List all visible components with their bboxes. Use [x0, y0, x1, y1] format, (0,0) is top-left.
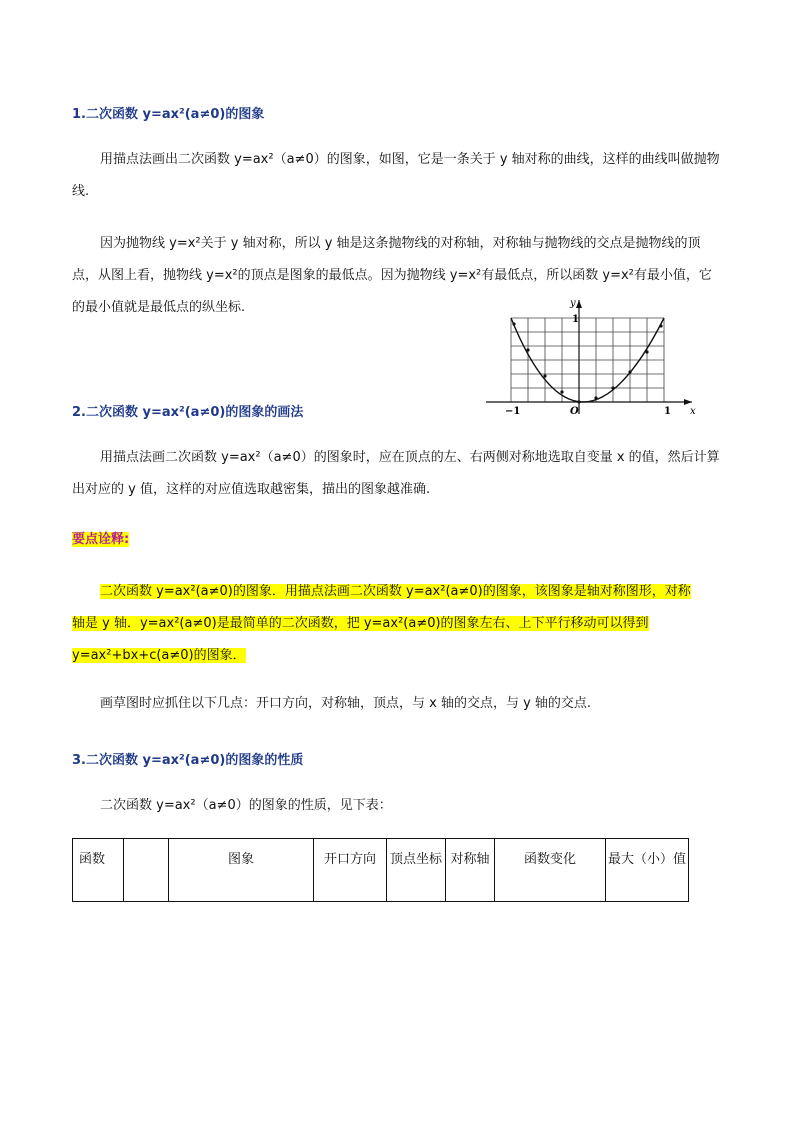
x-tick-label-pos: 1 [664, 406, 671, 417]
tips-line1-wrap [100, 576, 691, 608]
table-header-cell: 图象 [169, 839, 314, 902]
table-header-cell: 函数变化 [495, 839, 606, 902]
origin-label: O [570, 406, 579, 417]
table-header-cell: 顶点坐标 [387, 839, 446, 902]
tips-label-wrap [72, 524, 129, 556]
table-header-row [73, 839, 689, 902]
tips-label: 要点诠释: [72, 532, 130, 547]
section2-paragraph: 用描点法画二次函数 y=ax²（a≠0）的图象时，应在顶点的左、右两侧对称地选取自变量 x 的值，然后计算出对应的 y 值，这样的对应值选取越密集，描出的图象越准确. [72, 450, 720, 497]
section3-paragraph: 二次函数 y=ax²（a≠0）的图象的性质，见下表： [100, 798, 392, 813]
x-axis-arrow [684, 399, 692, 405]
x-tick-label-neg: −1 [505, 406, 521, 417]
x-axis-label: x [690, 406, 696, 417]
tips-line3: y=ax²+bx+c(a≠0)的图象． [72, 648, 246, 663]
tips-line2-wrap [72, 608, 649, 640]
section1-heading: 1.二次函数 y=ax²(a≠0)的图象 [72, 107, 265, 122]
table-header-cell [124, 839, 169, 902]
section1-paragraph1: 用描点法画出二次函数 y=ax²（a≠0）的图象，如图，它是一条关于 y 轴对称的曲线，这样的曲线叫做抛物线. [72, 152, 720, 199]
section1-paragraph2: 因为抛物线 y=x²关于 y 轴对称，所以 y 轴是这条抛物线的对称轴，对称轴与抛物线的交点是抛物线的顶点，从图上看，抛物线 y=x²的顶点是图象的最低点。因为抛物线 y=x²有最低点，所以函数 y=x²有最小值，它的最小值就是最低点的纵坐标. [72, 236, 712, 315]
tips-line3-wrap [72, 640, 246, 672]
graph-grid [511, 318, 664, 402]
tips-line2: 轴是 y 轴．y=ax²(a≠0)是最简单的二次函数，把 y=ax²(a≠0)的图象左右、上下平行移动可以得到 [72, 616, 649, 631]
parabola-graph [478, 292, 700, 420]
tips-line1: 二次函数 y=ax²(a≠0)的图象．用描点法画二次函数 y=ax²(a≠0)的图象，该图象是轴对称图形，对称 [100, 584, 691, 599]
table-header-cell: 开口方向 [314, 839, 387, 902]
table-header-cell: 对称轴 [446, 839, 495, 902]
section3-heading: 3.二次函数 y=ax²(a≠0)的图象的性质 [72, 753, 304, 768]
properties-table [72, 838, 689, 902]
tips-paragraph: 画草图时应抓住以下几点：开口方向，对称轴，顶点，与 x 轴的交点，与 y 轴的交点. [100, 696, 592, 711]
y-axis-arrow [576, 300, 582, 308]
y-tick-label: 1 [572, 314, 579, 325]
table-header-cell: 函数 [73, 839, 124, 902]
plotted-points [512, 322, 662, 403]
y-axis-label: y [570, 298, 576, 309]
section2-heading: 2.二次函数 y=ax²(a≠0)的图象的画法 [72, 405, 304, 420]
table-header-cell: 最大（小）值 [606, 839, 689, 902]
